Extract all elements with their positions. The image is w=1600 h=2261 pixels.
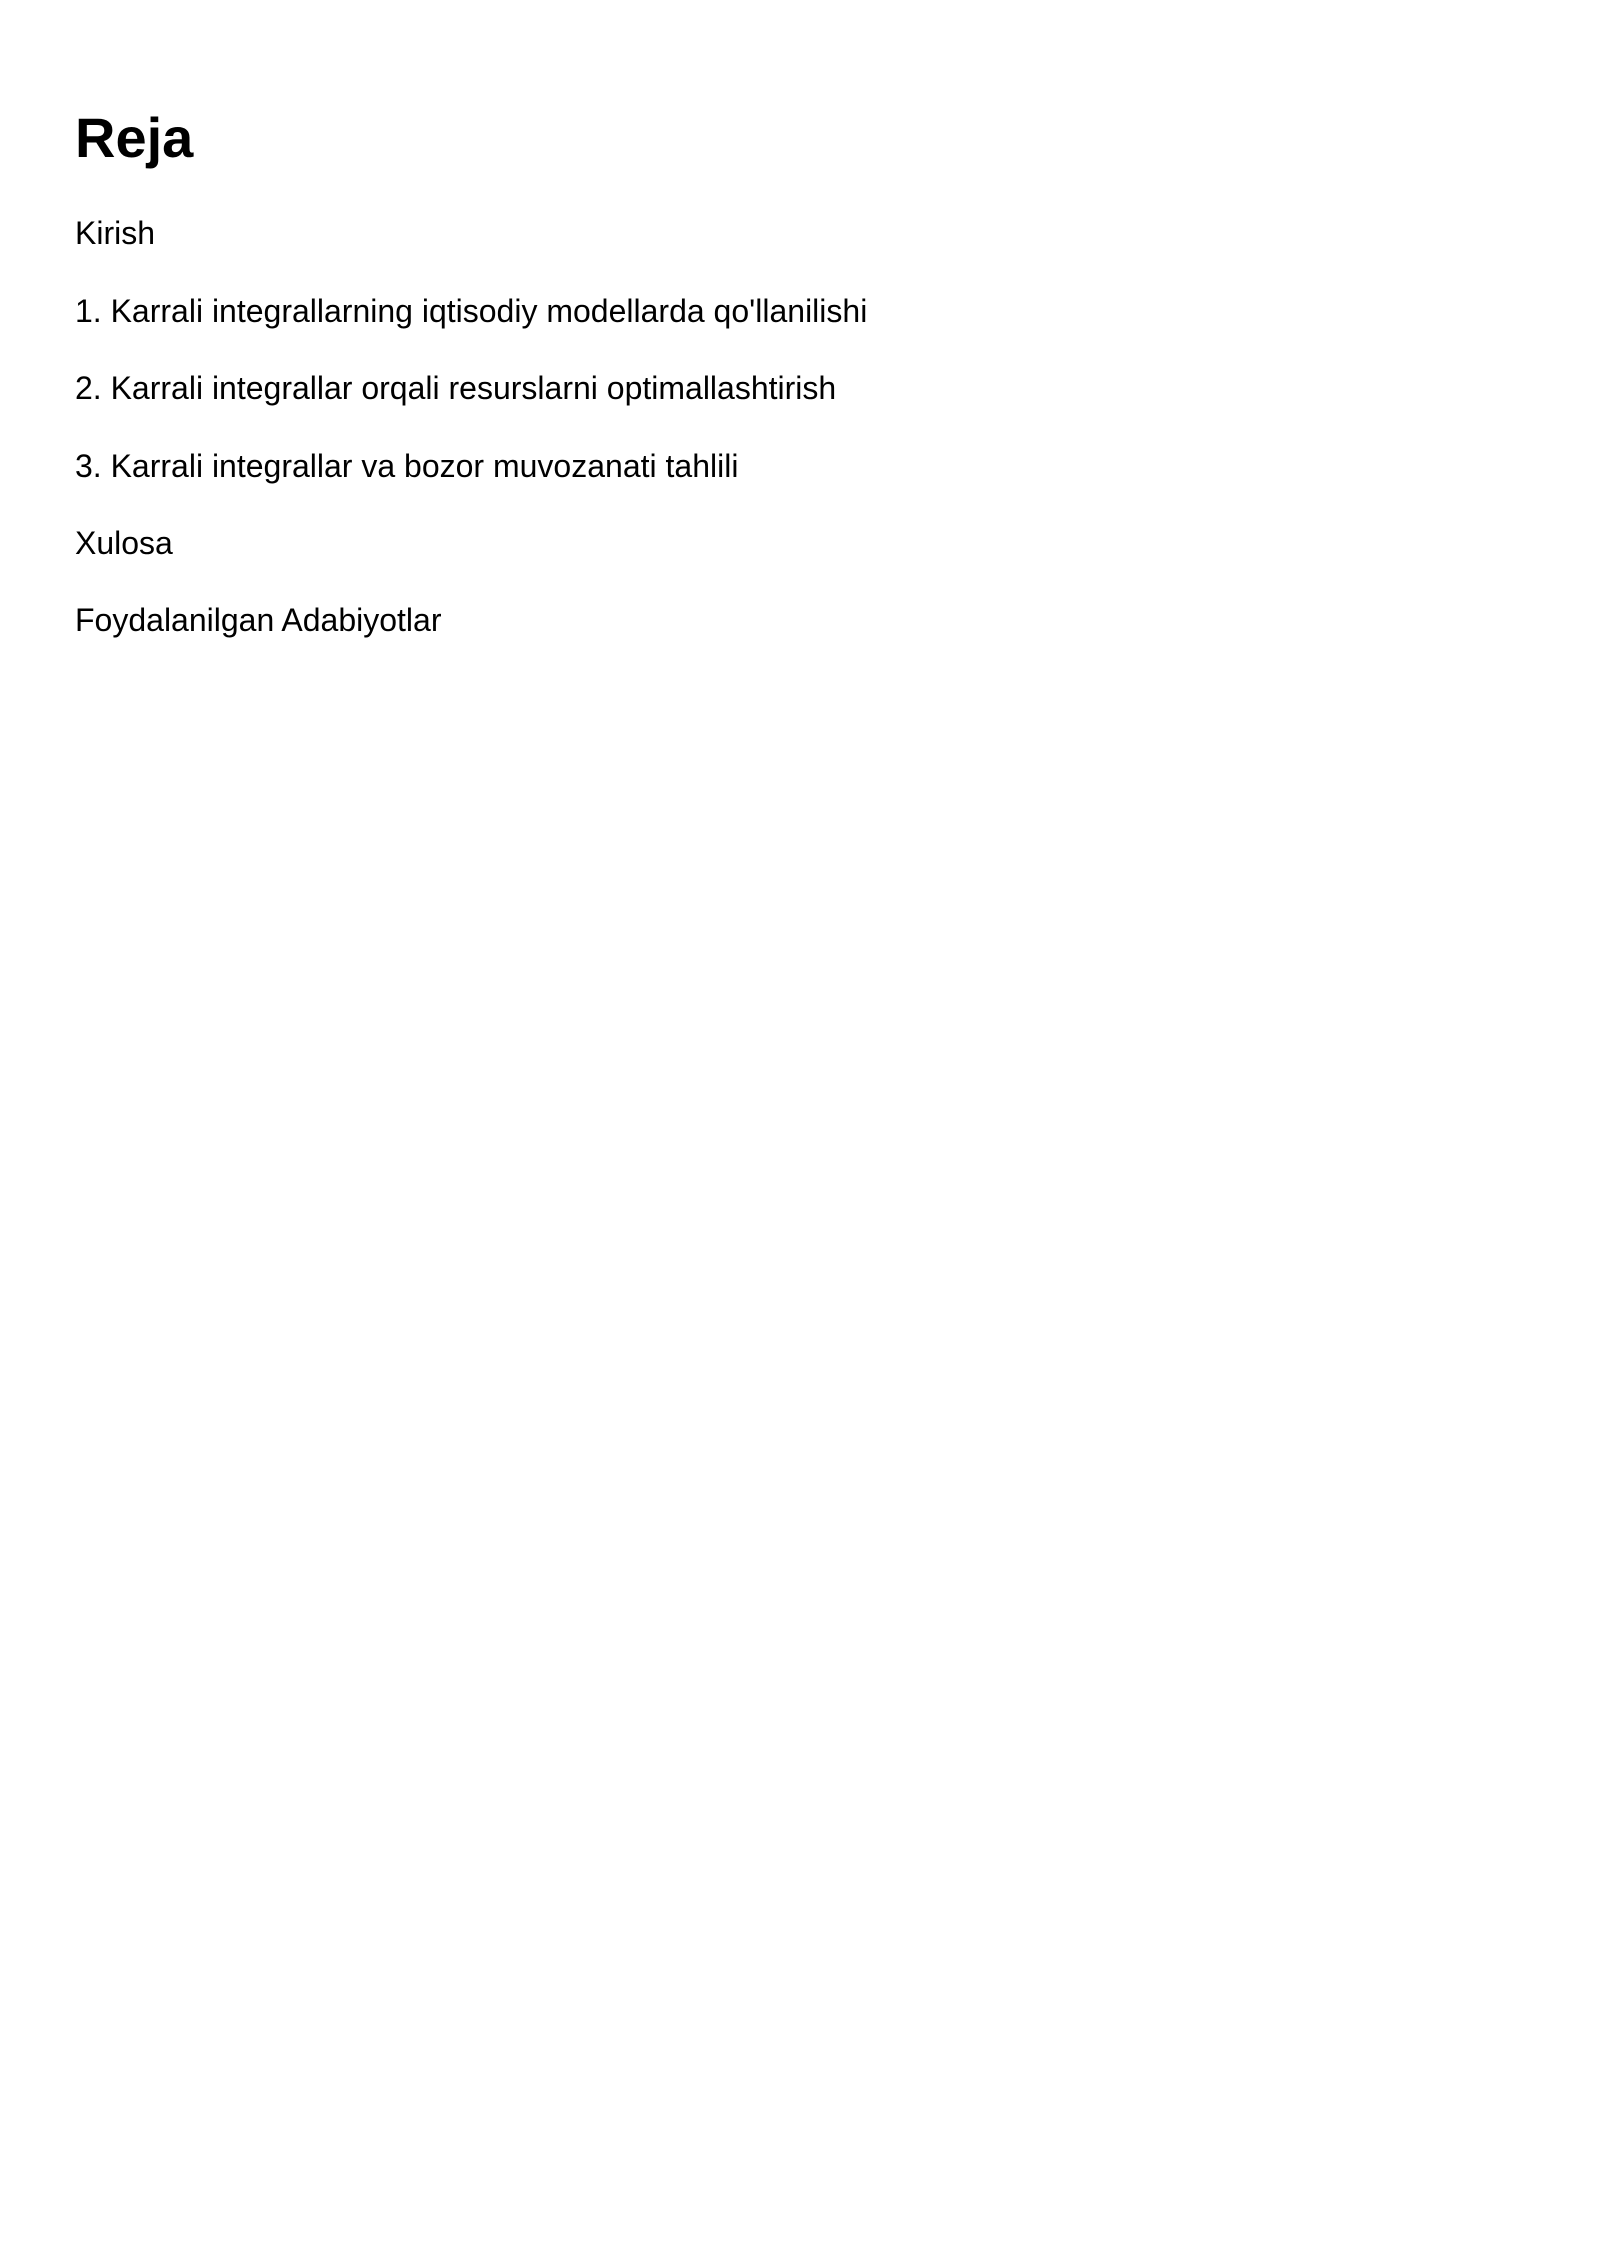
- toc-item-references: Foydalanilgan Adabiyotlar: [75, 602, 442, 638]
- page-title: Reja: [75, 106, 194, 169]
- toc-item-section-3: 3. Karrali integrallar va bozor muvozanati tahlili: [75, 448, 739, 484]
- toc-item-section-1: 1. Karrali integrallarning iqtisodiy modellarda qo'llanilishi: [75, 293, 868, 329]
- toc-item-introduction: Kirish: [75, 215, 156, 251]
- toc-item-section-2: 2. Karrali integrallar orqali resurslarni optimallashtirish: [75, 370, 837, 406]
- toc-item-conclusion: Xulosa: [75, 525, 173, 561]
